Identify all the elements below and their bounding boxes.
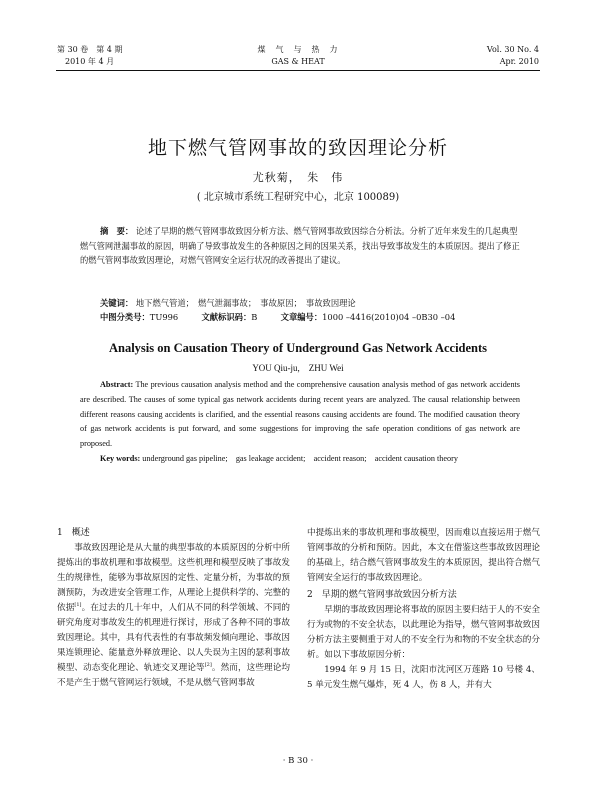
- page-number: · B 30 ·: [282, 756, 314, 766]
- journal-volume-issue: 第 30 卷 第 4 期: [57, 45, 123, 54]
- keywords-en-text: underground gas pipeline; gas leakage accident; accident reason; accident causation theory: [142, 453, 458, 463]
- abstract-cn-text: 论述了早期的燃气管网事故致因分析方法、燃气管网事故致因综合分析法。分析了近年来发生的几起典型燃气管网泄漏事故的原因，明确了导致事故发生的各种原因之间的因果关系，找出导致事故发生的本质原因。提出了修正的燃气管网事故致因理论，对燃气管网安全运行状况的改善提出了建议。: [80, 226, 520, 266]
- citation-ref-1: [1]: [74, 602, 82, 609]
- journal-name-en: GAS & HEAT: [271, 57, 325, 66]
- section-1-paragraph-1: [57, 541, 290, 691]
- header-rule: [56, 70, 540, 71]
- section-2-paragraph-1: 早期的事故致因理论将事故的原因主要归结于人的不安全行为或物的不安全状态，以此理论为指导，燃气管网事故致因分析方法主要侧重于对人的不安全行为和物的不安全状态的分析。如以下事故原因分析：: [307, 605, 540, 660]
- article-number-label: 文章编号：: [280, 312, 323, 322]
- doc-code-label: 文献标识码：: [201, 312, 252, 322]
- classification-line: [100, 310, 455, 325]
- keywords-en-label: Key words:: [100, 453, 141, 463]
- abstract-cn-label: 摘 要：: [100, 226, 134, 236]
- citation-ref-2: [2]: [204, 662, 212, 669]
- paragraph-text: 事故致因理论是从大量的典型事故的本质原因的分析中所提炼出的事故机理和事故模型。这些机理和模型反映了事故发生的规律性，能够为事故原因的定性、定量分析，为事故的预测预防，为改进安全管理工作，从理论上提供科学的、完整的依据: [57, 543, 290, 613]
- journal-date-en: Apr. 2010: [499, 57, 539, 66]
- paragraph-text: 。然而，这些理论均不是产生于燃气管网运行领域，不是从燃气管网事故: [57, 663, 290, 688]
- article-number-value: 1000 –4416(2010)04 –0B30 –04: [322, 312, 456, 322]
- abstract-en-label: Abstract:: [100, 380, 134, 389]
- section-1-paragraph-cont: 中提炼出来的事故机理和事故模型，因而难以直接运用于燃气管网事故的分析和预防。因此，本文在借鉴这些事故致因理论的基础上，结合燃气管网事故发生的本质原因，提出符合燃气管网安全运行的事故致因理论。: [307, 528, 540, 583]
- section-2-heading: 2 早期的燃气管网事故致因分析方法: [307, 590, 457, 600]
- paragraph-text: 。在过去的几十年中，人们从不同的科学领域、不同的研究角度对事故发生的机理进行探讨，形成了各种不同的事故致因理论。其中，具有代表性的有事故频发倾向理论、事故因果连锁理论、能量意外释放理论、以人失误为主因的瑟利事故模型、动态变化理论、轨迹交叉理论等: [57, 603, 290, 673]
- keywords-cn-label: 关键词：: [100, 298, 134, 308]
- journal-date: 2010 年 4 月: [65, 57, 115, 66]
- authors-en: YOU Qiu-ju, ZHU Wei: [252, 363, 344, 373]
- doc-code-value: B: [251, 312, 258, 322]
- affiliation-cn: ( 北京城市系统工程研究中心，北京 100089): [196, 192, 400, 203]
- keywords-cn: [100, 296, 356, 311]
- abstract-en: [80, 378, 520, 467]
- authors-cn: 尤秋菊， 朱 伟: [252, 171, 344, 184]
- abstract-cn: [80, 224, 520, 268]
- journal-vol-no-en: Vol. 30 No. 4: [486, 45, 539, 54]
- section-2-paragraph-2: 1994 年 9 月 15 日，沈阳市沈河区万莲路 10 号楼 4、5 单元发生燃气爆炸，死 4 人，伤 8 人，并有大: [307, 665, 540, 690]
- body-right-column: [307, 526, 540, 693]
- clc-label: 中图分类号：: [100, 312, 150, 322]
- body-left-column: [57, 526, 290, 691]
- paper-title-en: Analysis on Causation Theory of Underground Gas Network Accidents: [108, 341, 488, 355]
- section-1-heading: 1 概述: [57, 528, 90, 538]
- paper-title-cn: 地下燃气管网事故的致因理论分析: [147, 137, 448, 159]
- keywords-cn-text: 地下燃气管道； 燃气泄漏事故； 事故原因； 事故致因理论: [135, 298, 356, 308]
- abstract-en-text: The previous causation analysis method and the comprehensive causation analysis method of gas network accidents are described. The causes of some typical gas network accidents during recent years are analyzed. The causal relationship between different reasons causing accidents is clarified, and the essential reasons causing accidents are found. The modified causation theory of gas network accidents is put forward, and some suggestions for improving the safe operation conditions of gas network are proposed.: [80, 380, 520, 449]
- clc-value: TU996: [149, 312, 179, 322]
- journal-name-cn: 煤 气 与 热 力: [257, 45, 339, 54]
